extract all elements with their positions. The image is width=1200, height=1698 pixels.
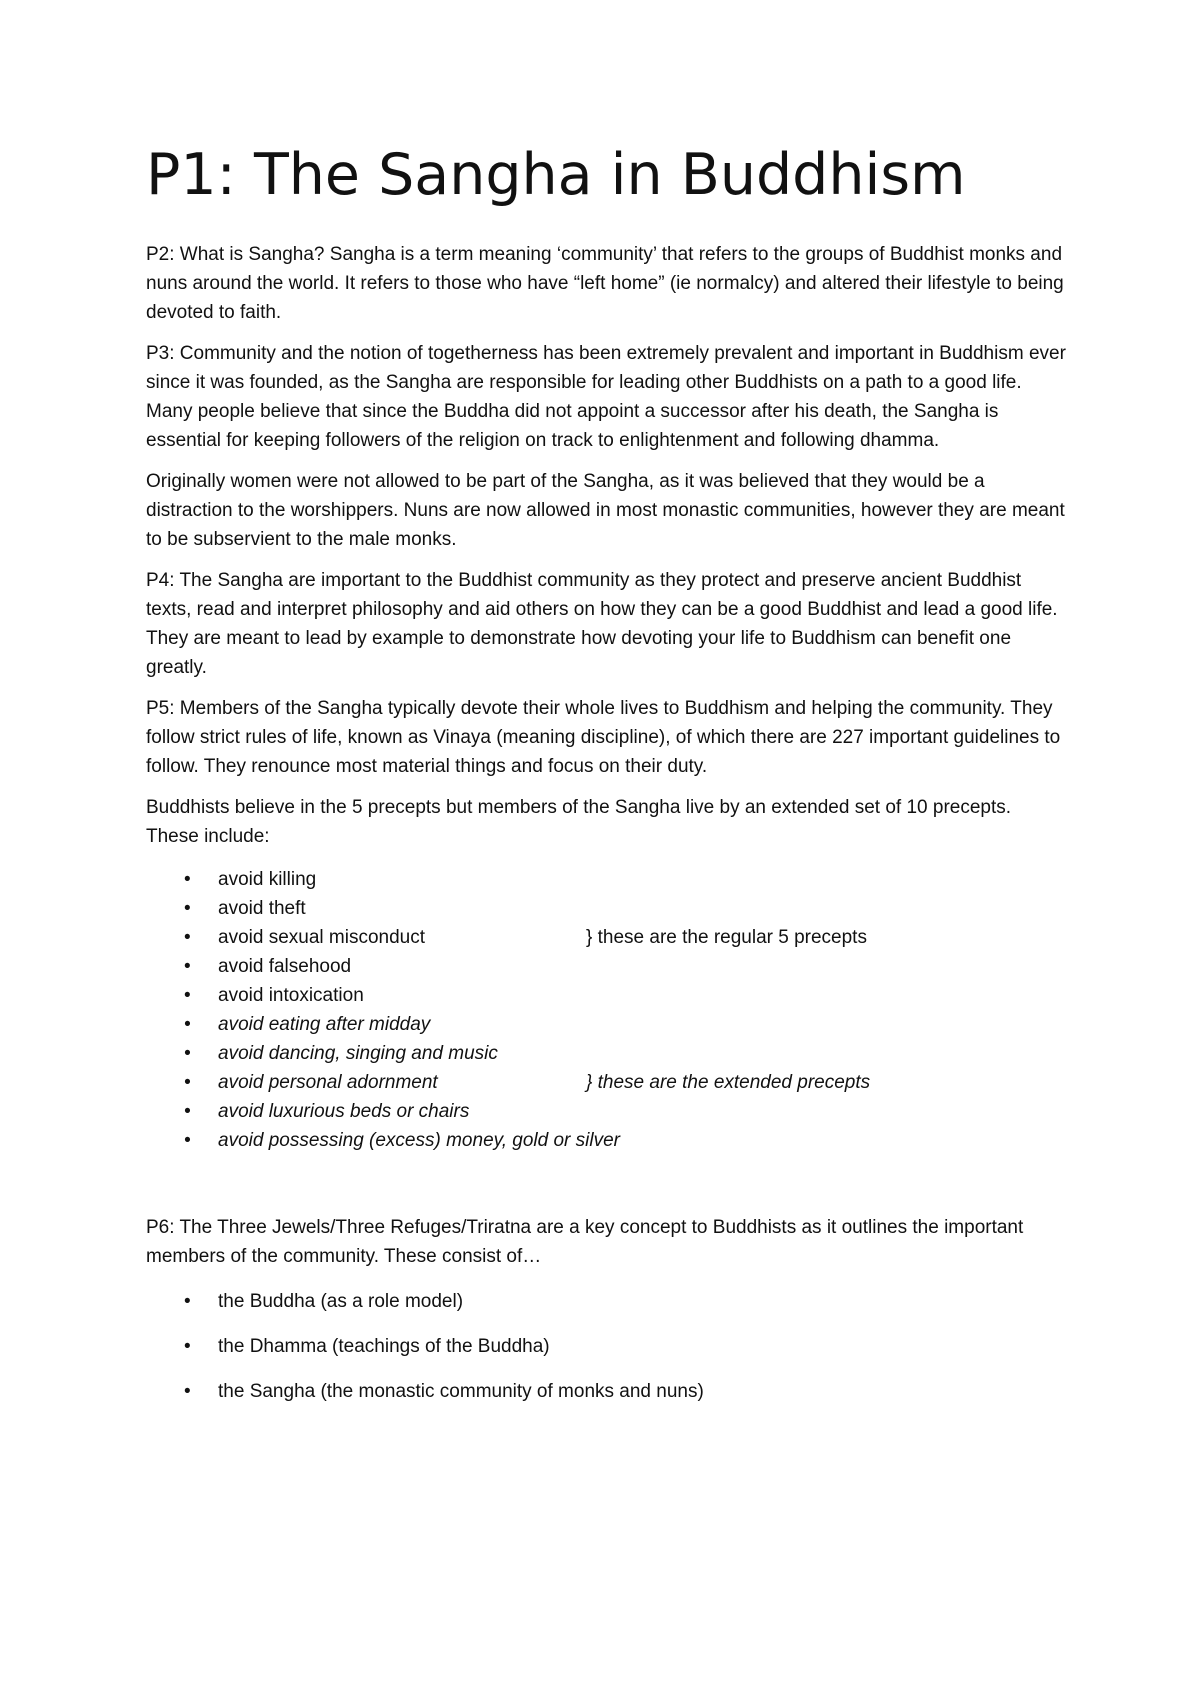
jewel-item	[146, 1332, 1066, 1361]
document-body	[146, 140, 1066, 1422]
precept-item	[146, 894, 1066, 923]
precept-item-extended	[146, 1068, 1066, 1097]
jewel-text: the Buddha (as a role model)	[218, 1291, 464, 1312]
paragraph-p4: P4: The Sangha are important to the Buddhist community as they protect and preserve ancient Buddhist texts, read and interpret philosophy and aid others on how they can be a good Buddhist and lead a good life. They are meant to lead by example to demonstrate how devoting your life to Buddhism can benefit one greatly.	[146, 570, 1058, 678]
paragraph-p6: P6: The Three Jewels/Three Refuges/Triratna are a key concept to Buddhists as it outlines the important members of the community. These consist of…	[146, 1217, 1024, 1267]
precept-item-extended	[146, 1097, 1066, 1126]
precept-text: avoid falsehood	[218, 956, 352, 977]
precept-text: avoid possessing (excess) money, gold or silver	[218, 1130, 620, 1151]
blank-line	[146, 1155, 1066, 1213]
precept-text: avoid sexual misconduct	[218, 927, 425, 948]
bullet-icon: •	[184, 1101, 191, 1122]
bullet-icon: •	[184, 1014, 191, 1035]
precept-item	[146, 865, 1066, 894]
paragraph-precepts-intro: Buddhists believe in the 5 precepts but members of the Sangha live by an extended set of 10 precepts. These include:	[146, 797, 1012, 847]
bullet-icon: •	[184, 1381, 191, 1402]
precept-text: avoid personal adornment	[218, 1072, 438, 1093]
bullet-icon: •	[184, 927, 191, 948]
bullet-icon: •	[184, 1291, 191, 1312]
bullet-icon: •	[184, 1072, 191, 1093]
jewel-item	[146, 1287, 1066, 1316]
precept-text: avoid theft	[218, 898, 306, 919]
bullet-icon: •	[184, 956, 191, 977]
paragraph-p2: P2: What is Sangha? Sangha is a term meaning ‘community’ that refers to the groups of Buddhist monks and nuns around the world. It refers to those who have “left home” (ie normalcy) and altered their lifestyle to being devoted to faith.	[146, 244, 1064, 323]
precepts-list	[146, 865, 1066, 1155]
precept-text: avoid intoxication	[218, 985, 364, 1006]
bullet-icon: •	[184, 985, 191, 1006]
precept-item-extended	[146, 1010, 1066, 1039]
bullet-icon: •	[184, 1130, 191, 1151]
three-jewels-list	[146, 1287, 1066, 1406]
bullet-icon: •	[184, 898, 191, 919]
jewel-item	[146, 1377, 1066, 1406]
precept-item-extended	[146, 1039, 1066, 1068]
jewel-text: the Sangha (the monastic community of monks and nuns)	[218, 1381, 704, 1402]
paragraph-p3: P3: Community and the notion of togetherness has been extremely prevalent and important in Buddhism ever since it was founded, as the Sangha are responsible for leading other Buddhists on a path to a good life. Many people believe that since the Buddha did not appoint a successor after his death, the Sangha is essential for keeping followers of the religion on track to enlightenment and following dhamma.	[146, 343, 1066, 451]
document-title: P1: The Sangha in Buddhism	[146, 142, 966, 208]
precept-text: avoid luxurious beds or chairs	[218, 1101, 470, 1122]
precept-item-extended	[146, 1126, 1066, 1155]
bullet-icon: •	[184, 869, 191, 890]
bullet-icon: •	[184, 1043, 191, 1064]
precept-item	[146, 923, 1066, 952]
regular-precepts-note: } these are the regular 5 precepts	[586, 927, 867, 948]
precept-item	[146, 981, 1066, 1010]
precept-text: avoid dancing, singing and music	[218, 1043, 498, 1064]
paragraph-women: Originally women were not allowed to be part of the Sangha, as it was believed that they would be a distraction to the worshippers. Nuns are now allowed in most monastic communities, however they are meant to be subservient to the male monks.	[146, 471, 1065, 550]
precept-text: avoid eating after midday	[218, 1014, 431, 1035]
extended-precepts-note: } these are the extended precepts	[586, 1072, 871, 1093]
bullet-icon: •	[184, 1336, 191, 1357]
paragraph-p5: P5: Members of the Sangha typically devote their whole lives to Buddhism and helping the community. They follow strict rules of life, known as Vinaya (meaning discipline), of which there are 227 important guidelines to follow. They renounce most material things and focus on their duty.	[146, 698, 1061, 777]
precept-text: avoid killing	[218, 869, 317, 890]
precept-item	[146, 952, 1066, 981]
jewel-text: the Dhamma (teachings of the Buddha)	[218, 1336, 550, 1357]
